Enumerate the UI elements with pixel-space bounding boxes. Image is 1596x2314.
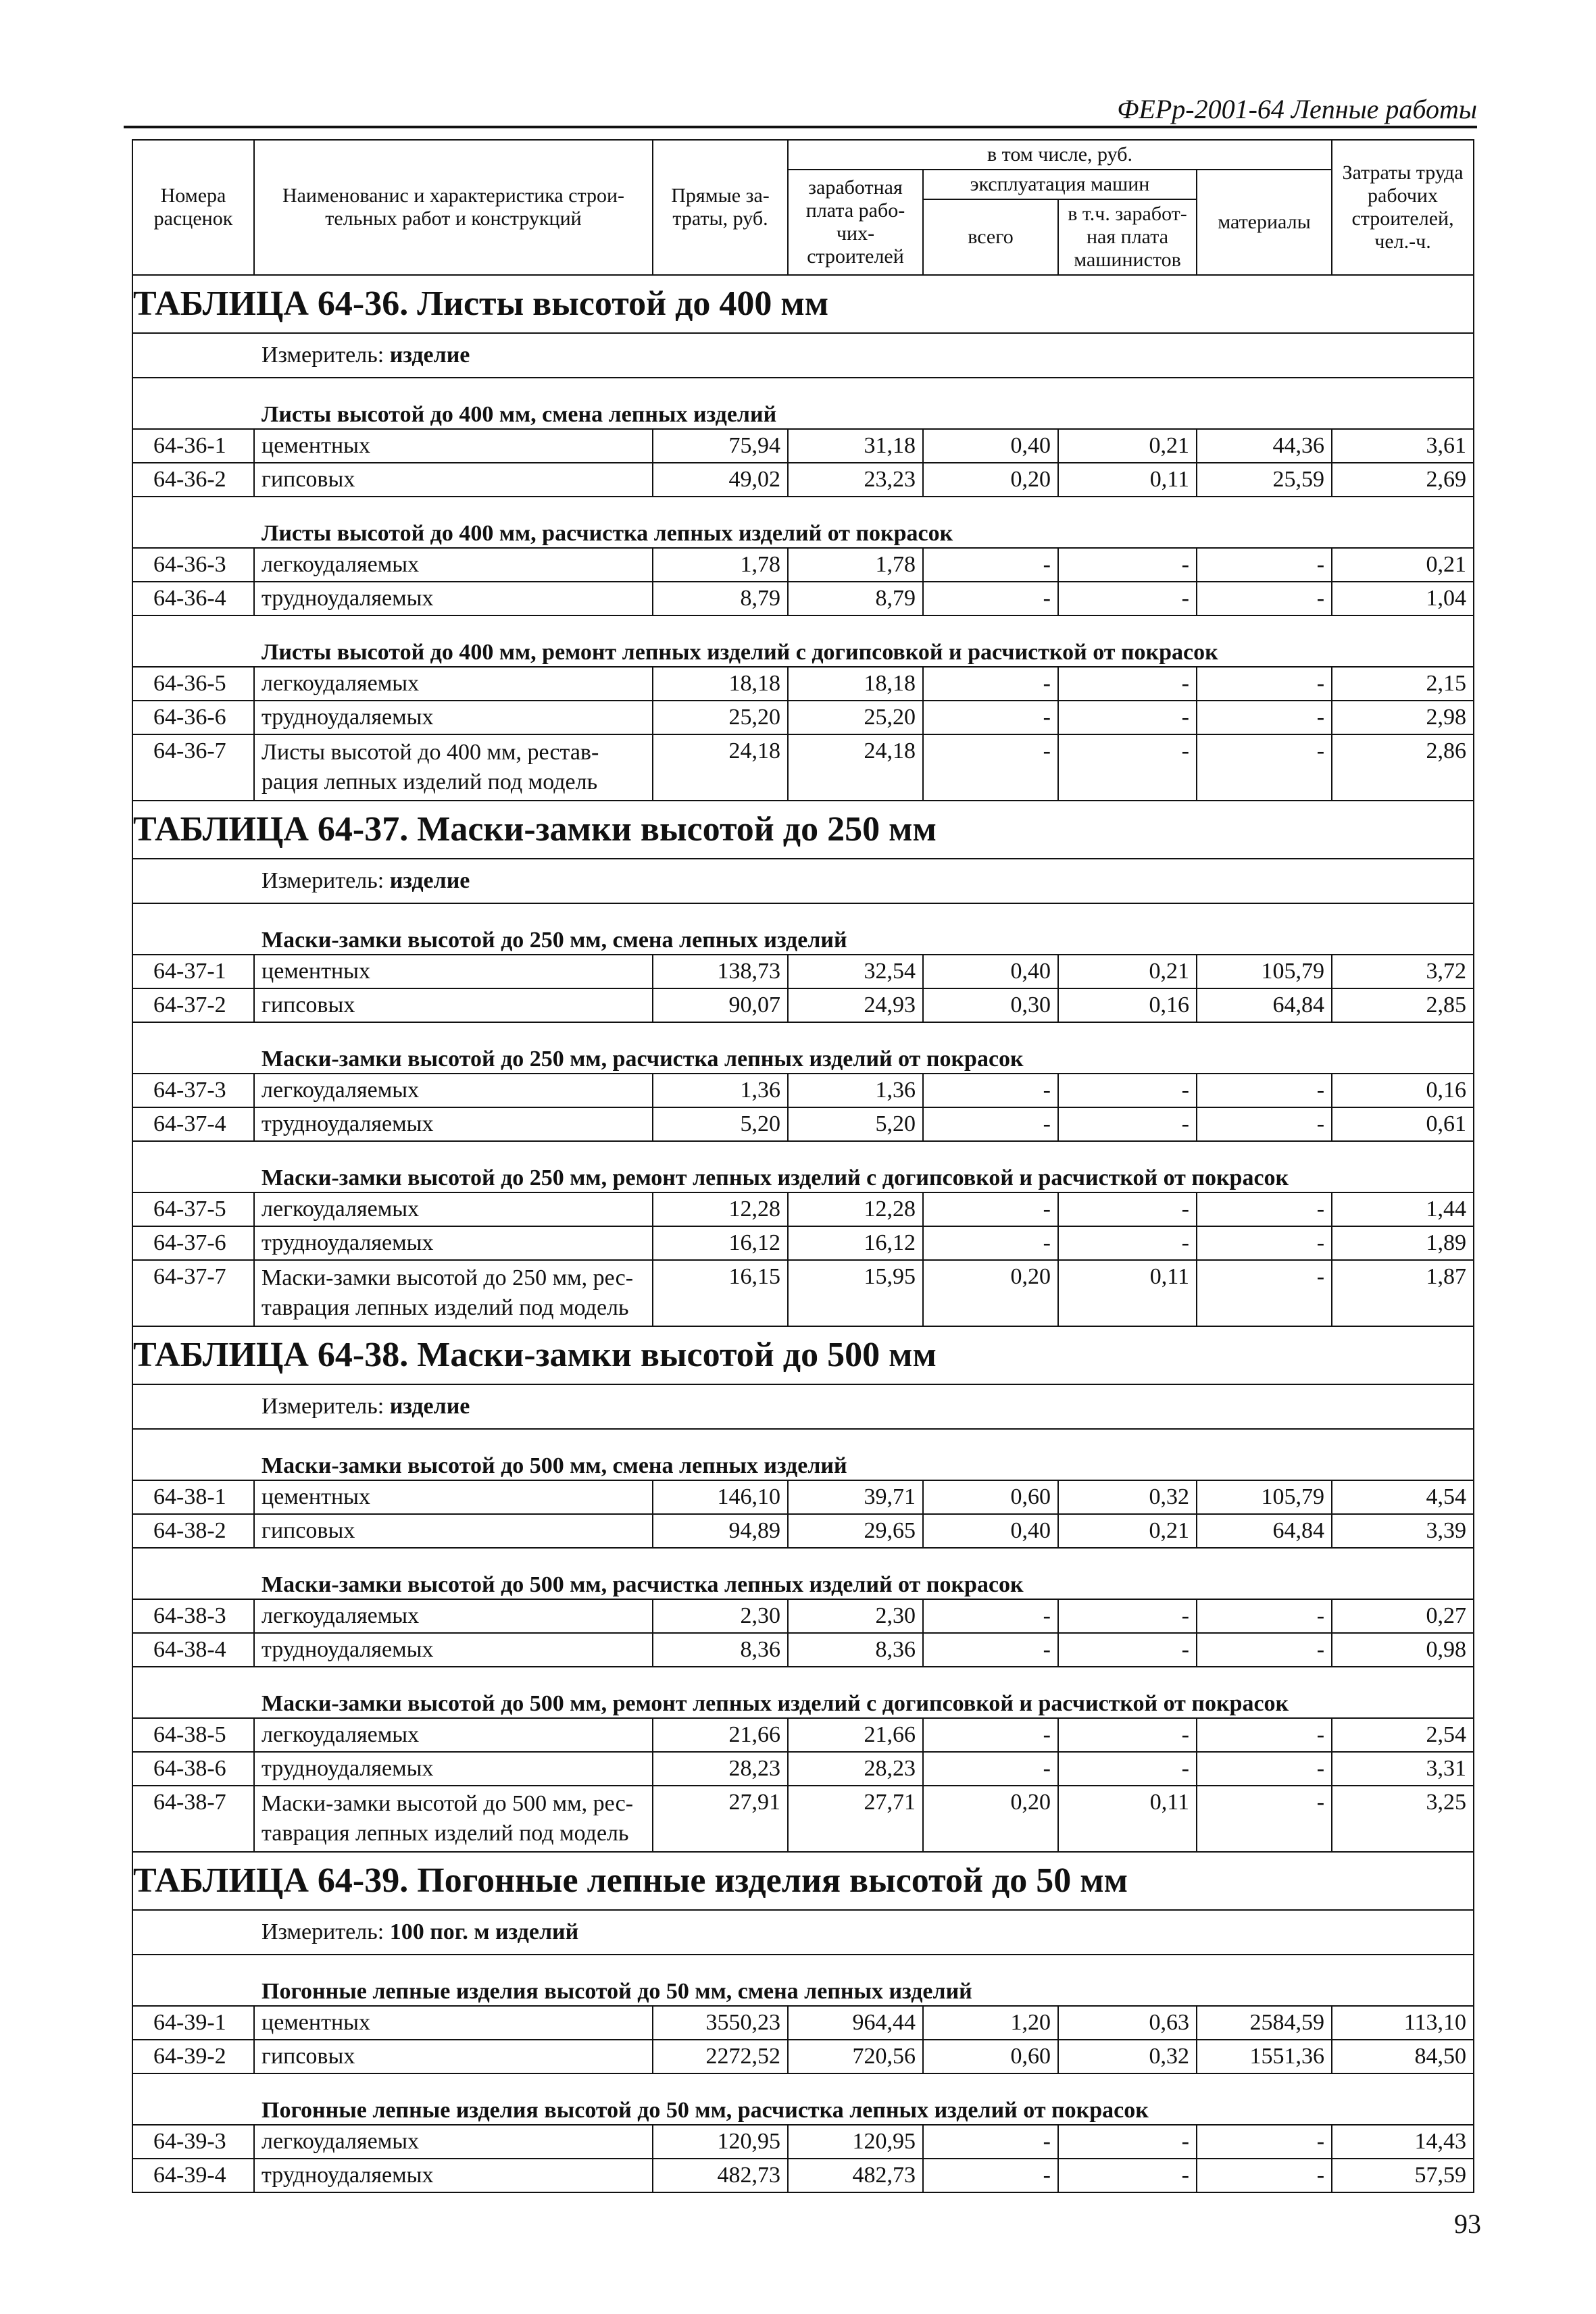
rate-code: 64-36-4: [132, 582, 254, 615]
rate-code: 64-39-1: [132, 2006, 254, 2040]
value-direct: 1,78: [653, 548, 788, 582]
table-title-row: [132, 1852, 1474, 1910]
header-rule: [124, 126, 1477, 128]
value-m-wages: 0,11: [1058, 1260, 1197, 1326]
value-wages: 720,56: [788, 2040, 923, 2073]
value-labor: 0,98: [1332, 1633, 1474, 1667]
value-m-wages: -: [1058, 2125, 1197, 2159]
value-m-wages: -: [1058, 1107, 1197, 1141]
value-m-total: 0,20: [923, 1786, 1058, 1852]
value-wages: 29,65: [788, 1514, 923, 1548]
rate-code: 64-37-4: [132, 1107, 254, 1141]
value-wages: 12,28: [788, 1192, 923, 1226]
rate-name: трудноудаляемых: [254, 1633, 653, 1667]
group-title-row: [132, 2073, 1474, 2125]
rates-table: [132, 139, 1474, 2193]
measure-row: [132, 1910, 1474, 1955]
table-row: [132, 701, 1474, 734]
value-m-wages: 0,32: [1058, 2040, 1197, 2073]
page-number: 93: [1454, 2209, 1481, 2239]
value-m-total: -: [923, 1752, 1058, 1786]
value-labor: 14,43: [1332, 2125, 1474, 2159]
value-materials: -: [1197, 582, 1332, 615]
group-title: Погонные лепные изделия высотой до 50 мм, смена лепных изделий: [132, 1955, 1474, 2006]
value-m-total: 0,40: [923, 429, 1058, 463]
measure-row: [132, 333, 1474, 378]
measure-cell: [132, 1910, 1474, 1955]
value-materials: -: [1197, 1192, 1332, 1226]
value-labor: 2,15: [1332, 667, 1474, 701]
table-row: [132, 1633, 1474, 1667]
value-m-wages: 0,21: [1058, 955, 1197, 988]
value-materials: -: [1197, 701, 1332, 734]
value-m-total: -: [923, 1107, 1058, 1141]
rate-code: 64-39-2: [132, 2040, 254, 2073]
value-m-total: 0,60: [923, 2040, 1058, 2073]
value-m-wages: -: [1058, 1718, 1197, 1752]
rate-code: 64-38-1: [132, 1480, 254, 1514]
group-title: Листы высотой до 400 мм, расчистка лепных изделий от покрасок: [132, 497, 1474, 548]
value-direct: 18,18: [653, 667, 788, 701]
value-direct: 8,79: [653, 582, 788, 615]
col-header-materials: материалы: [1197, 170, 1332, 275]
group-title: Маски-замки высотой до 500 мм, смена лепных изделий: [132, 1429, 1474, 1480]
rate-name: легкоудаляемых: [254, 1192, 653, 1226]
group-title-row: [132, 1429, 1474, 1480]
value-labor: 2,86: [1332, 734, 1474, 801]
value-wages: 1,36: [788, 1074, 923, 1107]
value-wages: 5,20: [788, 1107, 923, 1141]
measure-cell: [132, 1384, 1474, 1429]
value-materials: -: [1197, 2159, 1332, 2192]
table-row: [132, 2006, 1474, 2040]
value-materials: 1551,36: [1197, 2040, 1332, 2073]
rate-name: цементных: [254, 1480, 653, 1514]
value-m-total: -: [923, 667, 1058, 701]
value-wages: 24,18: [788, 734, 923, 801]
value-m-wages: -: [1058, 1752, 1197, 1786]
value-materials: -: [1197, 2125, 1332, 2159]
value-direct: 16,12: [653, 1226, 788, 1260]
value-labor: 3,72: [1332, 955, 1474, 988]
value-wages: 39,71: [788, 1480, 923, 1514]
value-materials: -: [1197, 1786, 1332, 1852]
table-row: [132, 1599, 1474, 1633]
value-wages: 8,79: [788, 582, 923, 615]
table-row: [132, 1107, 1474, 1141]
rate-name: гипсовых: [254, 463, 653, 497]
value-materials: 25,59: [1197, 463, 1332, 497]
group-title-row: [132, 615, 1474, 667]
rate-name: цементных: [254, 955, 653, 988]
rate-name: легкоудаляемых: [254, 1718, 653, 1752]
rate-name: цементных: [254, 2006, 653, 2040]
value-materials: 44,36: [1197, 429, 1332, 463]
rate-code: 64-38-3: [132, 1599, 254, 1633]
value-materials: 105,79: [1197, 1480, 1332, 1514]
group-title: Листы высотой до 400 мм, смена лепных изделий: [132, 378, 1474, 429]
group-title-row: [132, 497, 1474, 548]
value-direct: 482,73: [653, 2159, 788, 2192]
table-row: [132, 1786, 1474, 1852]
measure-label: Измеритель:: [261, 1394, 384, 1419]
value-wages: 8,36: [788, 1633, 923, 1667]
rate-code: 64-37-1: [132, 955, 254, 988]
table-row: [132, 429, 1474, 463]
value-m-wages: -: [1058, 1226, 1197, 1260]
table-row: [132, 1752, 1474, 1786]
value-materials: 64,84: [1197, 988, 1332, 1022]
col-header-labor: Затраты труда рабочих строителей, чел.-ч.: [1332, 140, 1474, 275]
rate-name: легкоудаляемых: [254, 1599, 653, 1633]
value-m-total: -: [923, 1599, 1058, 1633]
table-row: [132, 734, 1474, 801]
rate-name: гипсовых: [254, 988, 653, 1022]
value-labor: 1,89: [1332, 1226, 1474, 1260]
rate-code: 64-38-5: [132, 1718, 254, 1752]
value-labor: 1,04: [1332, 582, 1474, 615]
rate-name: цементных: [254, 429, 653, 463]
page-header: ФЕРр-2001-64 Лепные работы: [1117, 94, 1477, 124]
value-wages: 24,93: [788, 988, 923, 1022]
measure-label: Измеритель:: [261, 868, 384, 893]
value-direct: 28,23: [653, 1752, 788, 1786]
col-header-machines-total: всего: [923, 199, 1058, 275]
value-materials: -: [1197, 1752, 1332, 1786]
table-title: ТАБЛИЦА 64-38. Маски-замки высотой до 500 мм: [132, 1326, 1474, 1384]
group-title: Маски-замки высотой до 500 мм, расчистка лепных изделий от покрасок: [132, 1548, 1474, 1599]
rate-code: 64-37-3: [132, 1074, 254, 1107]
value-materials: -: [1197, 734, 1332, 801]
rate-code: 64-36-3: [132, 548, 254, 582]
rate-name: трудноудаляемых: [254, 1107, 653, 1141]
rate-code: 64-36-7: [132, 734, 254, 801]
value-m-wages: 0,21: [1058, 1514, 1197, 1548]
group-title-row: [132, 1955, 1474, 2006]
table-row: [132, 582, 1474, 615]
table-title-row: [132, 801, 1474, 859]
value-m-total: 0,30: [923, 988, 1058, 1022]
value-direct: 120,95: [653, 2125, 788, 2159]
value-labor: 1,44: [1332, 1192, 1474, 1226]
value-direct: 94,89: [653, 1514, 788, 1548]
value-labor: 2,98: [1332, 701, 1474, 734]
group-title-row: [132, 1141, 1474, 1192]
measure-row: [132, 1384, 1474, 1429]
value-direct: 90,07: [653, 988, 788, 1022]
value-wages: 2,30: [788, 1599, 923, 1633]
value-labor: 2,69: [1332, 463, 1474, 497]
value-m-total: 0,40: [923, 1514, 1058, 1548]
rate-name: гипсовых: [254, 2040, 653, 2073]
value-m-wages: -: [1058, 734, 1197, 801]
measure-value: изделие: [389, 343, 470, 368]
table-title: ТАБЛИЦА 64-39. Погонные лепные изделия высотой до 50 мм: [132, 1852, 1474, 1910]
value-materials: -: [1197, 1260, 1332, 1326]
value-labor: 113,10: [1332, 2006, 1474, 2040]
col-header-machines-wages: в т.ч. заработ-ная плата машинистов: [1058, 199, 1197, 275]
group-title: Маски-замки высотой до 250 мм, смена лепных изделий: [132, 903, 1474, 955]
value-direct: 3550,23: [653, 2006, 788, 2040]
rate-name: трудноудаляемых: [254, 1226, 653, 1260]
col-header-incl: в том числе, руб.: [788, 140, 1332, 170]
table-row: [132, 1514, 1474, 1548]
value-m-wages: -: [1058, 667, 1197, 701]
value-m-total: 0,40: [923, 955, 1058, 988]
value-m-total: -: [923, 734, 1058, 801]
value-labor: 0,27: [1332, 1599, 1474, 1633]
value-direct: 16,15: [653, 1260, 788, 1326]
table-row: [132, 1480, 1474, 1514]
value-direct: 12,28: [653, 1192, 788, 1226]
value-labor: 2,85: [1332, 988, 1474, 1022]
rate-code: 64-36-5: [132, 667, 254, 701]
value-direct: 2,30: [653, 1599, 788, 1633]
value-m-total: -: [923, 1633, 1058, 1667]
rate-code: 64-37-6: [132, 1226, 254, 1260]
value-m-wages: -: [1058, 701, 1197, 734]
rate-code: 64-38-2: [132, 1514, 254, 1548]
value-labor: 0,61: [1332, 1107, 1474, 1141]
value-m-wages: -: [1058, 2159, 1197, 2192]
value-materials: -: [1197, 548, 1332, 582]
value-m-total: 0,20: [923, 463, 1058, 497]
value-m-wages: 0,63: [1058, 2006, 1197, 2040]
value-direct: 138,73: [653, 955, 788, 988]
value-m-total: -: [923, 548, 1058, 582]
group-title: Маски-замки высотой до 250 мм, ремонт лепных изделий с догипсовкой и расчисткой от покрасок: [132, 1141, 1474, 1192]
group-title: Маски-замки высотой до 250 мм, расчистка лепных изделий от покрасок: [132, 1022, 1474, 1074]
rate-name: трудноудаляемых: [254, 582, 653, 615]
value-m-wages: -: [1058, 1633, 1197, 1667]
value-direct: 1,36: [653, 1074, 788, 1107]
table-row: [132, 1260, 1474, 1326]
value-labor: 0,21: [1332, 548, 1474, 582]
value-labor: 3,39: [1332, 1514, 1474, 1548]
measure-label: Измеритель:: [261, 343, 384, 368]
value-materials: -: [1197, 1226, 1332, 1260]
value-wages: 15,95: [788, 1260, 923, 1326]
value-labor: 2,54: [1332, 1718, 1474, 1752]
measure-cell: [132, 859, 1474, 903]
col-header-direct: Прямые за-траты, руб.: [653, 140, 788, 275]
value-direct: 5,20: [653, 1107, 788, 1141]
table-row: [132, 955, 1474, 988]
value-m-total: -: [923, 582, 1058, 615]
value-direct: 146,10: [653, 1480, 788, 1514]
value-m-wages: 0,11: [1058, 463, 1197, 497]
value-m-total: 1,20: [923, 2006, 1058, 2040]
measure-value: изделие: [389, 1394, 470, 1419]
rate-name: легкоудаляемых: [254, 2125, 653, 2159]
rate-code: 64-36-1: [132, 429, 254, 463]
value-labor: 84,50: [1332, 2040, 1474, 2073]
value-m-wages: 0,21: [1058, 429, 1197, 463]
rate-code: 64-36-6: [132, 701, 254, 734]
table-row: [132, 1192, 1474, 1226]
value-wages: 28,23: [788, 1752, 923, 1786]
value-m-wages: 0,32: [1058, 1480, 1197, 1514]
value-labor: 4,54: [1332, 1480, 1474, 1514]
value-m-wages: -: [1058, 1192, 1197, 1226]
value-direct: 49,02: [653, 463, 788, 497]
column-header-row: [132, 140, 1474, 170]
table-row: [132, 463, 1474, 497]
col-header-machines: эксплуатация машин: [923, 170, 1197, 199]
value-materials: -: [1197, 1633, 1332, 1667]
value-m-wages: -: [1058, 548, 1197, 582]
value-m-total: 0,20: [923, 1260, 1058, 1326]
value-wages: 21,66: [788, 1718, 923, 1752]
value-direct: 24,18: [653, 734, 788, 801]
group-title: Погонные лепные изделия высотой до 50 мм, расчистка лепных изделий от покрасок: [132, 2073, 1474, 2125]
rate-name: трудноудаляемых: [254, 2159, 653, 2192]
rate-name: легкоудаляемых: [254, 667, 653, 701]
rate-name: Маски-замки высотой до 500 мм, рес-таврация лепных изделий под модель: [254, 1786, 653, 1852]
value-labor: 0,16: [1332, 1074, 1474, 1107]
value-materials: 2584,59: [1197, 2006, 1332, 2040]
value-wages: 964,44: [788, 2006, 923, 2040]
table-row: [132, 1074, 1474, 1107]
measure-label: Измеритель:: [261, 1919, 384, 1944]
group-title-row: [132, 1548, 1474, 1599]
value-m-total: -: [923, 1226, 1058, 1260]
value-direct: 75,94: [653, 429, 788, 463]
group-title: Маски-замки высотой до 500 мм, ремонт лепных изделий с догипсовкой и расчисткой от покрасок: [132, 1667, 1474, 1718]
value-materials: -: [1197, 1074, 1332, 1107]
rate-code: 64-36-2: [132, 463, 254, 497]
table-row: [132, 667, 1474, 701]
value-m-wages: 0,16: [1058, 988, 1197, 1022]
table-title-row: [132, 1326, 1474, 1384]
value-m-total: -: [923, 1718, 1058, 1752]
value-m-wages: 0,11: [1058, 1786, 1197, 1852]
value-labor: 3,25: [1332, 1786, 1474, 1852]
value-materials: -: [1197, 1107, 1332, 1141]
table-row: [132, 1718, 1474, 1752]
rate-code: 64-38-6: [132, 1752, 254, 1786]
rate-name: трудноудаляемых: [254, 1752, 653, 1786]
group-title-row: [132, 1667, 1474, 1718]
value-m-wages: -: [1058, 582, 1197, 615]
group-title: Листы высотой до 400 мм, ремонт лепных изделий с догипсовкой и расчисткой от покрасок: [132, 615, 1474, 667]
value-wages: 18,18: [788, 667, 923, 701]
value-direct: 27,91: [653, 1786, 788, 1852]
measure-value: 100 пог. м изделий: [389, 1919, 579, 1944]
value-materials: 105,79: [1197, 955, 1332, 988]
group-title-row: [132, 903, 1474, 955]
value-materials: 64,84: [1197, 1514, 1332, 1548]
value-materials: -: [1197, 667, 1332, 701]
rate-name: трудноудаляемых: [254, 701, 653, 734]
table-title: ТАБЛИЦА 64-37. Маски-замки высотой до 250 мм: [132, 801, 1474, 859]
table-title-row: [132, 275, 1474, 333]
value-wages: 31,18: [788, 429, 923, 463]
value-wages: 1,78: [788, 548, 923, 582]
rate-name: Маски-замки высотой до 250 мм, рес-таврация лепных изделий под модель: [254, 1260, 653, 1326]
table-title: ТАБЛИЦА 64-36. Листы высотой до 400 мм: [132, 275, 1474, 333]
value-labor: 57,59: [1332, 2159, 1474, 2192]
value-m-total: 0,60: [923, 1480, 1058, 1514]
value-wages: 482,73: [788, 2159, 923, 2192]
value-labor: 1,87: [1332, 1260, 1474, 1326]
table-row: [132, 1226, 1474, 1260]
value-direct: 25,20: [653, 701, 788, 734]
value-direct: 2272,52: [653, 2040, 788, 2073]
col-header-code: Номера расценок: [132, 140, 254, 275]
col-header-name: Наименованис и характеристика строи-тельных работ и конструкций: [254, 140, 653, 275]
table-row: [132, 2040, 1474, 2073]
rate-code: 64-37-5: [132, 1192, 254, 1226]
table-row: [132, 2159, 1474, 2192]
measure-row: [132, 859, 1474, 903]
value-m-total: -: [923, 2159, 1058, 2192]
rate-code: 64-39-4: [132, 2159, 254, 2192]
value-wages: 27,71: [788, 1786, 923, 1852]
rate-code: 64-38-7: [132, 1786, 254, 1852]
value-m-total: -: [923, 701, 1058, 734]
col-header-wages: заработная плата рабо-чих-строителей: [788, 170, 923, 275]
value-wages: 16,12: [788, 1226, 923, 1260]
measure-value: изделие: [389, 868, 470, 893]
table-row: [132, 988, 1474, 1022]
value-wages: 23,23: [788, 463, 923, 497]
value-m-total: -: [923, 1192, 1058, 1226]
rate-name: гипсовых: [254, 1514, 653, 1548]
rate-name: Листы высотой до 400 мм, рестав-рация лепных изделий под модель: [254, 734, 653, 801]
measure-cell: [132, 333, 1474, 378]
value-direct: 21,66: [653, 1718, 788, 1752]
rate-code: 64-37-7: [132, 1260, 254, 1326]
value-m-wages: -: [1058, 1074, 1197, 1107]
table-row: [132, 548, 1474, 582]
value-materials: -: [1197, 1599, 1332, 1633]
rate-name: легкоудаляемых: [254, 548, 653, 582]
group-title-row: [132, 1022, 1474, 1074]
value-m-total: -: [923, 2125, 1058, 2159]
rate-code: 64-37-2: [132, 988, 254, 1022]
value-m-total: -: [923, 1074, 1058, 1107]
rate-code: 64-39-3: [132, 2125, 254, 2159]
value-direct: 8,36: [653, 1633, 788, 1667]
rate-code: 64-38-4: [132, 1633, 254, 1667]
value-wages: 32,54: [788, 955, 923, 988]
value-labor: 3,61: [1332, 429, 1474, 463]
rate-name: легкоудаляемых: [254, 1074, 653, 1107]
value-labor: 3,31: [1332, 1752, 1474, 1786]
value-wages: 120,95: [788, 2125, 923, 2159]
table-row: [132, 2125, 1474, 2159]
value-wages: 25,20: [788, 701, 923, 734]
value-m-wages: -: [1058, 1599, 1197, 1633]
group-title-row: [132, 378, 1474, 429]
value-materials: -: [1197, 1718, 1332, 1752]
